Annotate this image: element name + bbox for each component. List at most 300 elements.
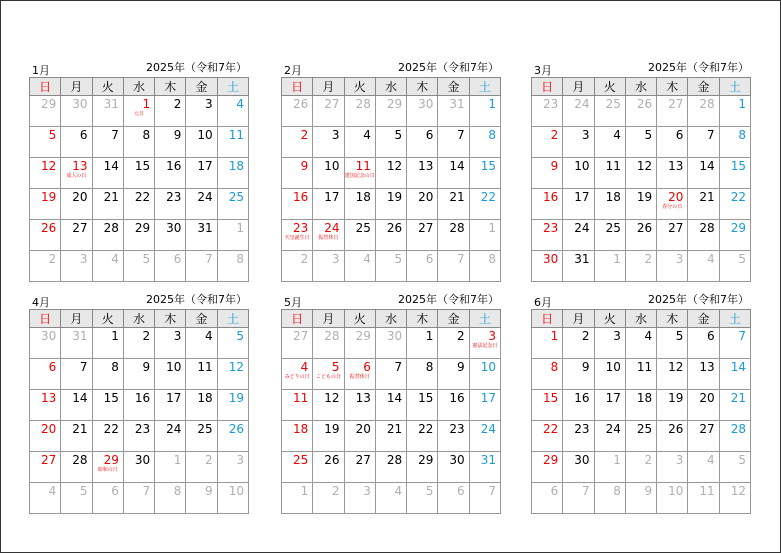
day-cell [375,421,406,452]
day-cell [61,251,92,282]
day-number: 19 [41,190,57,204]
day-number: 29 [730,221,746,235]
day-number: 11 [197,360,213,374]
day-cell [532,390,563,421]
day-cell [217,328,248,359]
day-number: 6 [550,484,559,498]
day-cell [217,251,248,282]
day-number: 24 [480,422,496,436]
day-number: 5 [425,484,434,498]
day-number: 23 [166,190,182,204]
day-number: 1 [550,329,559,343]
month-calendar [531,62,751,282]
day-number: 3 [675,453,684,467]
week-row [30,359,249,390]
day-cell [155,96,186,127]
day-cell [313,189,344,220]
day-number: 3 [581,128,590,142]
day-cell [719,359,750,390]
day-number: 25 [355,221,371,235]
day-cell [186,359,217,390]
weekday-header: 木 [657,78,688,96]
day-number: 5 [394,128,403,142]
day-cell [657,452,688,483]
day-cell [186,158,217,189]
day-cell [563,452,594,483]
day-cell [594,359,625,390]
day-number: 9 [300,159,309,173]
day-cell [407,127,438,158]
week-row [282,127,501,158]
day-number: 23 [293,221,309,235]
day-number: 21 [699,190,715,204]
day-cell [217,452,248,483]
day-number: 11 [228,128,244,142]
day-number: 26 [228,422,244,436]
day-number: 6 [457,484,465,498]
day-number: 1 [613,453,621,467]
day-number: 24 [574,97,590,111]
day-number: 3 [613,329,621,343]
day-number: 5 [394,252,403,266]
day-cell [344,158,375,189]
day-cell [61,421,92,452]
day-number: 27 [41,453,57,467]
weekday-header: 土 [469,78,500,96]
weekday-header: 水 [123,78,154,96]
day-number: 11 [699,484,715,498]
day-number: 2 [644,453,653,467]
day-number: 15 [134,159,151,173]
holiday-label: 憲法記念日 [472,343,498,349]
day-cell [155,452,186,483]
weekday-header: 火 [594,310,625,328]
day-number: 19 [636,190,653,204]
day-cell [61,390,92,421]
day-cell [532,251,563,282]
weekday-header: 金 [688,310,719,328]
day-number: 15 [480,159,496,173]
day-number: 6 [425,128,434,142]
month-header [281,62,501,77]
day-number: 29 [543,453,559,467]
day-cell [375,127,406,158]
day-cell [186,96,217,127]
day-cell [92,220,123,251]
day-number: 4 [394,484,403,498]
month-calendar [531,294,751,514]
weekday-header: 日 [532,78,563,96]
day-number: 6 [425,252,434,266]
day-number: 6 [79,128,88,142]
day-number: 15 [103,391,119,405]
day-cell [407,328,438,359]
day-cell [625,189,656,220]
day-number: 6 [707,329,715,343]
day-number: 3 [675,252,684,266]
day-cell [344,328,375,359]
day-cell [532,421,563,452]
day-number: 21 [103,190,119,204]
day-number: 8 [488,252,496,266]
day-number: 19 [228,391,244,405]
weekday-header: 土 [719,78,750,96]
day-cell [469,189,500,220]
weekday-header: 水 [123,310,154,328]
day-number: 17 [605,391,621,405]
day-cell [625,421,656,452]
day-cell [30,483,61,514]
day-number: 8 [613,484,621,498]
weekday-header: 木 [657,310,688,328]
day-cell [217,96,248,127]
year-label: 2025年（令和7年） [146,61,247,74]
day-cell [657,127,688,158]
day-cell [594,390,625,421]
day-number: 1 [111,329,119,343]
weekday-header: 月 [563,78,594,96]
day-cell [30,421,61,452]
year-label: 2025年（令和7年） [648,61,749,74]
day-number: 4 [48,484,57,498]
day-number: 6 [173,252,182,266]
day-number: 6 [111,484,119,498]
day-cell [657,483,688,514]
day-cell [625,483,656,514]
day-number: 7 [111,128,119,142]
day-number: 13 [418,159,434,173]
day-cell [438,96,469,127]
day-number: 25 [636,422,653,436]
day-cell [313,158,344,189]
day-cell [438,359,469,390]
week-row [30,390,249,421]
day-number: 13 [355,391,371,405]
day-number: 3 [79,252,88,266]
day-number: 8 [142,128,151,142]
week-row [30,96,249,127]
day-number: 19 [324,422,340,436]
day-cell [469,220,500,251]
day-cell [92,390,123,421]
day-cell [594,483,625,514]
day-number: 5 [675,329,684,343]
day-number: 4 [707,252,715,266]
day-number: 7 [79,360,88,374]
day-cell [594,220,625,251]
day-cell [30,96,61,127]
day-cell [217,158,248,189]
day-number: 4 [111,252,119,266]
day-cell [688,251,719,282]
day-cell [375,483,406,514]
day-number: 22 [730,190,746,204]
day-cell [123,483,154,514]
day-number: 18 [228,159,244,173]
day-cell [282,127,313,158]
day-number: 6 [48,360,57,374]
day-number: 23 [543,97,559,111]
day-cell [123,127,154,158]
day-cell [594,421,625,452]
day-number: 4 [613,128,621,142]
day-number: 5 [142,252,151,266]
day-number: 5 [738,252,746,266]
day-cell [313,421,344,452]
day-number: 24 [574,221,590,235]
day-number: 20 [72,190,88,204]
day-cell [344,421,375,452]
day-cell [186,251,217,282]
day-cell [532,220,563,251]
day-cell [438,189,469,220]
month-header [29,62,249,77]
day-cell [186,452,217,483]
weekday-header: 木 [407,78,438,96]
week-row [30,189,249,220]
day-cell [155,359,186,390]
day-number: 12 [730,484,746,498]
day-cell [344,390,375,421]
day-number: 9 [142,360,151,374]
weekday-header: 木 [155,310,186,328]
day-number: 7 [394,360,403,374]
day-cell [719,452,750,483]
day-cell [92,421,123,452]
week-row [282,220,501,251]
day-number: 18 [605,190,621,204]
day-number: 3 [331,252,340,266]
day-number: 4 [205,329,213,343]
day-number: 10 [480,360,496,374]
day-number: 3 [363,484,371,498]
month-header [531,294,751,309]
day-cell [407,251,438,282]
day-number: 5 [236,329,244,343]
day-cell [155,483,186,514]
day-number: 26 [636,97,653,111]
day-cell [344,96,375,127]
day-cell [375,96,406,127]
week-row [30,127,249,158]
day-number: 28 [386,453,403,467]
day-number: 14 [103,159,119,173]
day-number: 26 [668,422,684,436]
day-cell [719,390,750,421]
month-name: 3月 [534,64,552,77]
holiday-label: みどりの日 [284,374,310,380]
day-cell [563,359,594,390]
day-cell [282,390,313,421]
day-cell [563,127,594,158]
weekday-header: 火 [344,78,375,96]
day-number: 27 [355,453,371,467]
week-row [532,158,751,189]
day-number: 30 [72,97,88,111]
weekday-header: 火 [92,310,123,328]
day-cell [92,251,123,282]
weekday-header: 木 [155,78,186,96]
day-cell [532,483,563,514]
day-number: 3 [205,97,213,111]
day-number: 23 [543,221,559,235]
day-number: 13 [699,360,715,374]
day-number: 28 [72,453,88,467]
day-cell [30,127,61,158]
day-cell [469,390,500,421]
day-cell [344,220,375,251]
day-number: 12 [636,159,653,173]
month-header [29,294,249,309]
day-cell [61,189,92,220]
day-cell [438,421,469,452]
day-number: 27 [699,422,715,436]
day-number: 18 [636,391,653,405]
day-cell [563,158,594,189]
day-cell [563,421,594,452]
week-row [532,127,751,158]
day-number: 28 [324,329,340,343]
weekday-header: 金 [688,78,719,96]
day-number: 25 [605,97,621,111]
day-cell [313,96,344,127]
day-cell [282,220,313,251]
day-cell [438,251,469,282]
day-cell [688,452,719,483]
day-cell [532,452,563,483]
day-number: 22 [103,422,119,436]
day-cell [344,127,375,158]
day-cell [407,96,438,127]
day-cell [123,390,154,421]
day-number: 5 [79,484,88,498]
month-calendar [29,294,249,514]
day-number: 21 [449,190,465,204]
day-number: 5 [644,128,653,142]
day-number: 26 [324,453,340,467]
day-number: 27 [668,221,684,235]
day-cell [61,127,92,158]
day-number: 20 [699,391,715,405]
day-number: 13 [668,159,684,173]
weekday-header: 火 [344,310,375,328]
day-cell [375,220,406,251]
day-number: 17 [574,190,590,204]
day-number: 12 [228,360,244,374]
month-grid [281,309,501,514]
day-cell [438,390,469,421]
day-cell [625,96,656,127]
month-grid [29,77,249,282]
day-number: 16 [166,159,182,173]
day-cell [625,390,656,421]
day-cell [688,158,719,189]
weekday-header: 水 [625,78,656,96]
day-cell [594,189,625,220]
day-cell [282,328,313,359]
month-header [281,294,501,309]
day-number: 24 [605,422,621,436]
day-number: 28 [103,221,119,235]
day-cell [407,452,438,483]
day-cell [217,421,248,452]
day-cell [186,328,217,359]
week-row [30,452,249,483]
day-cell [344,189,375,220]
day-number: 7 [142,484,151,498]
day-number: 10 [166,360,182,374]
day-cell [469,483,500,514]
day-number: 2 [457,329,465,343]
day-number: 5 [738,453,746,467]
day-number: 18 [293,422,309,436]
day-number: 29 [103,453,119,467]
day-number: 28 [699,97,715,111]
week-row [282,328,501,359]
day-cell [532,328,563,359]
day-number: 22 [134,190,151,204]
day-cell [438,220,469,251]
day-cell [719,421,750,452]
weekday-header: 水 [625,310,656,328]
day-cell [625,452,656,483]
day-cell [282,483,313,514]
day-number: 24 [166,422,182,436]
day-number: 9 [173,128,182,142]
day-number: 26 [41,221,57,235]
day-cell [594,251,625,282]
day-number: 30 [41,329,57,343]
day-cell [625,127,656,158]
day-number: 24 [324,221,340,235]
day-cell [123,452,154,483]
day-cell [375,328,406,359]
day-number: 31 [197,221,213,235]
day-number: 26 [636,221,653,235]
day-number: 6 [675,128,684,142]
day-number: 2 [142,329,151,343]
day-cell [282,452,313,483]
week-row [532,220,751,251]
day-number: 7 [581,484,590,498]
day-cell [375,359,406,390]
day-number: 28 [449,221,465,235]
holiday-label: 振替休日 [349,374,370,380]
day-number: 29 [134,221,151,235]
day-cell [719,328,750,359]
day-number: 29 [41,97,57,111]
day-number: 11 [293,391,309,405]
holiday-label: 春分の日 [662,204,683,210]
week-row [282,359,501,390]
day-cell [123,328,154,359]
holiday-label: 振替休日 [318,235,339,241]
day-number: 16 [449,391,465,405]
day-number: 10 [668,484,684,498]
day-number: 5 [48,128,57,142]
day-number: 17 [166,391,182,405]
day-cell [375,452,406,483]
day-number: 7 [707,128,715,142]
week-row [30,251,249,282]
holiday-label: 天皇誕生日 [284,235,310,241]
day-number: 30 [134,453,151,467]
day-number: 22 [418,422,434,436]
day-number: 3 [331,128,340,142]
day-cell [657,359,688,390]
day-cell [625,158,656,189]
day-number: 26 [293,97,309,111]
